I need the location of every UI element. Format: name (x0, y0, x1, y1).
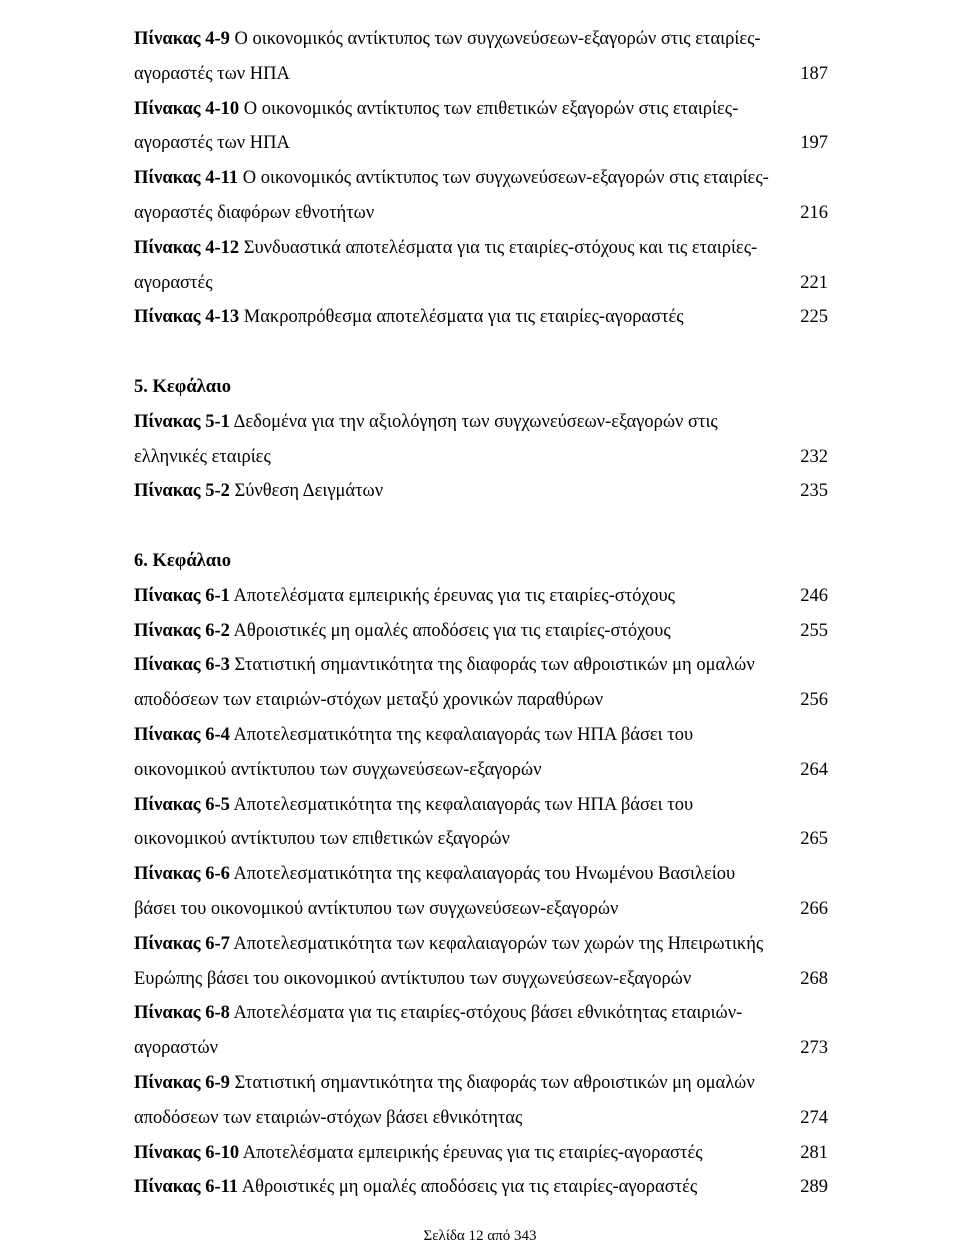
entry-page-number: 216 (800, 202, 828, 223)
toc-entry[interactable] (134, 300, 828, 335)
entry-line-text (134, 1031, 218, 1066)
entry-label: Πίνακας 4-11 (134, 168, 239, 189)
entry-label: Πίνακας 4-10 (134, 98, 240, 119)
chapter-heading: 5. Κεφάλαιο (134, 376, 232, 397)
entry-title: βάσει του οικονομικού αντίκτυπου των συγχωνεύσεων-εξαγορών (134, 898, 619, 919)
entry-line-text (134, 648, 755, 683)
entry-line-text (134, 231, 757, 266)
entry-line (134, 718, 828, 753)
entry-line (134, 857, 828, 892)
entry-line-text (134, 753, 541, 788)
toc-section (134, 509, 828, 1205)
toc-entry[interactable] (134, 579, 828, 614)
entry-line-text (134, 614, 671, 649)
toc-entry[interactable] (134, 474, 828, 509)
entry-line (134, 927, 828, 962)
entry-line-text (134, 161, 769, 196)
entry-line (134, 474, 828, 509)
toc-entry[interactable] (134, 161, 828, 231)
entry-line-text (134, 1136, 703, 1171)
entry-title: Δεδομένα για την αξιολόγηση των συγχωνεύσεων-εξαγορών στις (233, 411, 718, 432)
entry-line-text (134, 57, 290, 92)
entry-line (134, 579, 828, 614)
entry-label: Πίνακας 6-10 (134, 1142, 240, 1163)
toc-entry[interactable] (134, 718, 828, 788)
entry-line-text (134, 996, 742, 1031)
toc-entry[interactable] (134, 1170, 828, 1205)
entry-line-text (134, 474, 383, 509)
entry-title: αγοραστών (134, 1038, 218, 1059)
entry-label: Πίνακας 6-5 (134, 794, 230, 815)
entry-page-number: 246 (800, 585, 828, 606)
toc-entry[interactable] (134, 92, 828, 162)
entry-page-number: 266 (800, 898, 828, 919)
entry-label: Πίνακας 6-11 (134, 1177, 239, 1198)
toc-entry[interactable] (134, 927, 828, 997)
entry-page-number: 255 (800, 620, 828, 641)
entry-label: Πίνακας 4-9 (134, 29, 230, 49)
entry-line (134, 300, 828, 335)
toc-entry[interactable] (134, 405, 828, 475)
entry-line (134, 892, 828, 927)
entry-line (134, 962, 828, 997)
entry-line-text (134, 927, 763, 962)
entry-line (134, 92, 828, 127)
entry-line-text (134, 440, 271, 475)
entry-line (134, 996, 828, 1031)
toc-entry[interactable] (134, 1066, 828, 1136)
entry-line (134, 440, 828, 475)
entry-line-text (134, 405, 718, 440)
entry-line-text (134, 857, 735, 892)
entry-title: Ευρώπης βάσει του οικονομικού αντίκτυπου των συγχωνεύσεων-εξαγορών (134, 968, 692, 989)
entry-line (134, 648, 828, 683)
section-spacer (134, 509, 828, 544)
toc-entry[interactable] (134, 996, 828, 1066)
toc-entry[interactable] (134, 1136, 828, 1171)
entry-line (134, 788, 828, 823)
entry-line-text (134, 1066, 755, 1101)
entry-label: Πίνακας 5-2 (134, 481, 230, 502)
entry-line (134, 1170, 828, 1205)
entry-title: Αποτελεσματικότητα της κεφαλαιαγοράς των ΗΠΑ βάσει του (233, 794, 694, 815)
entry-title: αποδόσεων των εταιριών-στόχων βάσει εθνικότητας (134, 1107, 523, 1128)
entry-line (134, 266, 828, 301)
entry-page-number: 281 (800, 1142, 828, 1163)
toc-entry[interactable] (134, 788, 828, 858)
toc-section (134, 22, 828, 335)
entry-line (134, 57, 828, 92)
toc-section (134, 335, 828, 509)
entry-page-number: 289 (800, 1177, 828, 1198)
entry-line (134, 161, 828, 196)
toc-entry[interactable] (134, 648, 828, 718)
entry-label: Πίνακας 6-4 (134, 724, 230, 745)
entry-line-text (134, 892, 618, 927)
entry-line (134, 405, 828, 440)
entry-label: Πίνακας 6-3 (134, 655, 230, 676)
entry-title: Αθροιστικές μη ομαλές αποδόσεις για τις εταιρίες-στόχους (233, 620, 671, 641)
entry-title: αγοραστές των ΗΠΑ (134, 133, 290, 154)
entry-line (134, 822, 828, 857)
entry-title: Αποτελεσματικότητα της κεφαλαιαγοράς των ΗΠΑ βάσει του (233, 724, 694, 745)
entry-label: Πίνακας 6-2 (134, 620, 230, 641)
entry-page-number: 274 (800, 1107, 828, 1128)
entry-title: Αποτελεσματικότητα των κεφαλαιαγορών των χωρών της Ηπειρωτικής (233, 933, 764, 954)
entry-line-text (134, 788, 693, 823)
toc-entry[interactable] (134, 22, 828, 92)
entry-title: αγοραστές διαφόρων εθνοτήτων (134, 202, 375, 223)
entry-line (134, 231, 828, 266)
entry-line-text (134, 266, 213, 301)
entry-label: Πίνακας 5-1 (134, 411, 230, 432)
entry-line (134, 1136, 828, 1171)
entry-title: αποδόσεων των εταιριών-στόχων μεταξύ χρονικών παραθύρων (134, 690, 604, 711)
entry-line (134, 1101, 828, 1136)
entry-page-number: 187 (800, 63, 828, 84)
section-spacer (134, 335, 828, 370)
entry-line-text (134, 718, 693, 753)
entry-label: Πίνακας 6-7 (134, 933, 230, 954)
toc-entry[interactable] (134, 857, 828, 927)
entry-title: ελληνικές εταιρίες (134, 446, 271, 467)
entry-page-number: 264 (800, 759, 828, 780)
entry-line (134, 22, 828, 57)
entry-line-text (134, 126, 290, 161)
entry-title: οικονομικού αντίκτυπου των επιθετικών εξαγορών (134, 829, 510, 850)
entry-line-text (134, 1101, 522, 1136)
entry-title: Ο οικονομικός αντίκτυπος των συγχωνεύσεων-εξαγορών στις εταιρίες- (242, 168, 769, 189)
entry-page-number: 197 (800, 133, 828, 154)
entry-title: Αποτελεσματικότητα της κεφαλαιαγοράς του Ηνωμένου Βασιλείου (233, 864, 736, 885)
entry-label: Πίνακας 6-6 (134, 864, 230, 885)
entry-line (134, 1066, 828, 1101)
entry-title: Σύνθεση Δειγμάτων (234, 481, 384, 502)
entry-title: Αποτελέσματα για τις εταιρίες-στόχους βάσει εθνικότητας εταιριών- (233, 1003, 743, 1024)
entry-line (134, 683, 828, 718)
entry-line-text (134, 962, 691, 997)
toc-entry[interactable] (134, 231, 828, 301)
toc-entry[interactable] (134, 614, 828, 649)
entry-title: Αποτελέσματα εμπειρικής έρευνας για τις εταιρίες-αγοραστές (242, 1142, 703, 1163)
entry-title: Συνδυαστικά αποτελέσματα για τις εταιρίες-στόχους και τις εταιρίες- (243, 237, 758, 258)
entry-line (134, 614, 828, 649)
entry-line-text (134, 822, 510, 857)
entry-page-number: 265 (800, 829, 828, 850)
entry-line-text (134, 683, 603, 718)
entry-title: Μακροπρόθεσμα αποτελέσματα για τις εταιρίες-αγοραστές (243, 307, 684, 328)
entry-label: Πίνακας 4-13 (134, 307, 240, 328)
entry-page-number: 232 (800, 446, 828, 467)
entry-line-text (134, 579, 675, 614)
entry-label: Πίνακας 6-8 (134, 1003, 230, 1024)
entry-label: Πίνακας 4-12 (134, 237, 240, 258)
entry-title: Στατιστική σημαντικότητα της διαφοράς των αθροιστικών μη ομαλών (234, 655, 755, 676)
entry-title: αγοραστές των ΗΠΑ (134, 63, 290, 84)
entry-title: Αποτελέσματα εμπειρικής έρευνας για τις εταιρίες-στόχους (233, 585, 675, 606)
entry-line-text (134, 300, 684, 335)
entry-line (134, 126, 828, 161)
entry-page-number: 221 (800, 272, 828, 293)
entry-title: οικονομικού αντίκτυπου των συγχωνεύσεων-εξαγορών (134, 759, 542, 780)
entry-line-text (134, 196, 374, 231)
entry-page-number: 225 (800, 307, 828, 328)
entry-title: Στατιστική σημαντικότητα της διαφοράς των αθροιστικών μη ομαλών (234, 1072, 755, 1093)
entry-page-number: 273 (800, 1038, 828, 1059)
page-footer: Σελίδα 12 από 343 (423, 1228, 537, 1244)
entry-title: Αθροιστικές μη ομαλές αποδόσεις για τις εταιρίες-αγοραστές (241, 1177, 698, 1198)
entry-page-number: 268 (800, 968, 828, 989)
entry-label: Πίνακας 6-1 (134, 585, 230, 606)
entry-label: Πίνακας 6-9 (134, 1072, 230, 1093)
entry-line-text (134, 1170, 697, 1205)
entry-title: Ο οικονομικός αντίκτυπος των συγχωνεύσεων-εξαγορών στις εταιρίες- (234, 29, 761, 49)
entry-line-text (134, 92, 738, 127)
entry-page-number: 256 (800, 690, 828, 711)
chapter-heading: 6. Κεφάλαιο (134, 550, 232, 571)
entry-line-text (134, 22, 761, 57)
entry-line (134, 1031, 828, 1066)
entry-line (134, 753, 828, 788)
entry-line (134, 196, 828, 231)
entry-page-number: 235 (800, 481, 828, 502)
entry-title: αγοραστές (134, 272, 213, 293)
table-of-contents (134, 22, 828, 1205)
entry-title: Ο οικονομικός αντίκτυπος των επιθετικών εξαγορών στις εταιρίες- (243, 98, 739, 119)
